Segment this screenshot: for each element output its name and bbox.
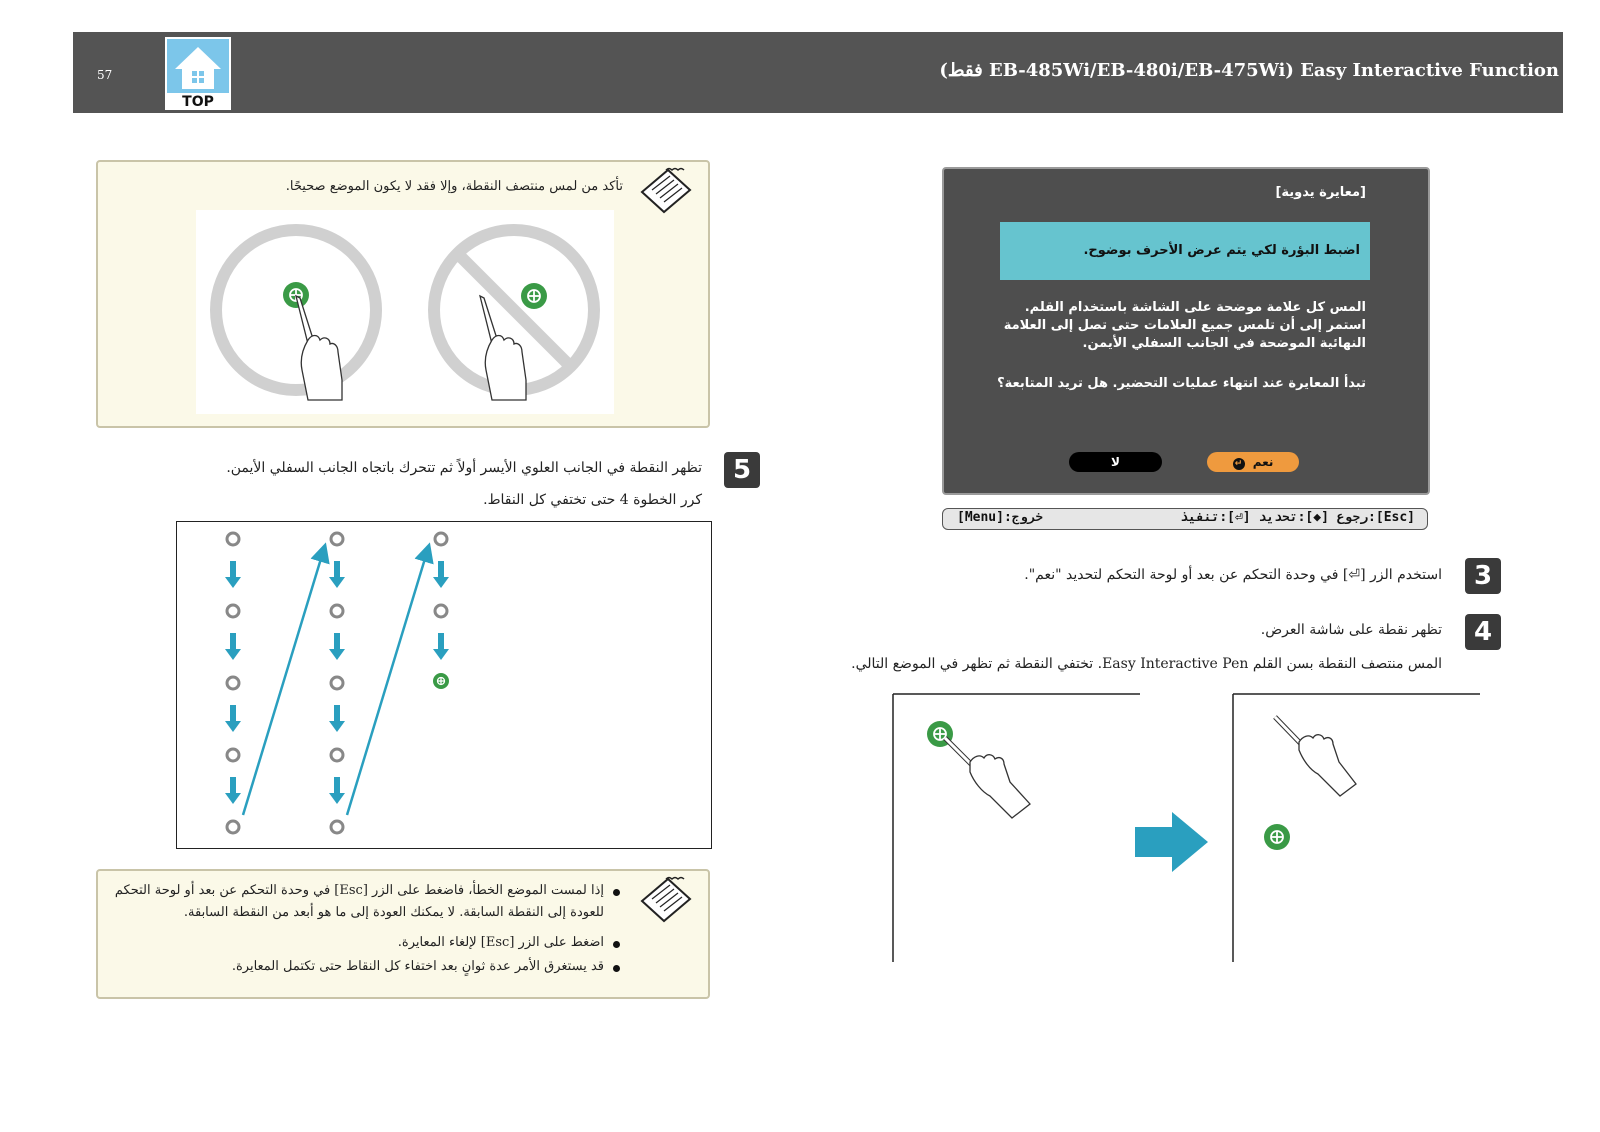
yes-button[interactable] xyxy=(1207,452,1299,472)
top-home-link[interactable] xyxy=(165,37,231,110)
dialog-body-line3: النهائية الموضحة في الجانب السفلي الأيمن. xyxy=(1082,336,1366,351)
dialog-title: [معايرة يدوية] xyxy=(1275,185,1366,200)
page-number: 57 xyxy=(97,68,113,82)
dialog-body-line2: استمر إلى أن تلمس جميع العلامات حتى تصل إلى العلامة xyxy=(1003,318,1366,333)
step-3-text: استخدم الزر [⏎] في وحدة التحكم عن بعد أو لوحة التحكم لتحديد "نعم". xyxy=(1024,567,1442,583)
step-5-subtext: كرر الخطوة 4 حتى تختفي كل النقاط. xyxy=(483,492,702,508)
step-4-subtext: المس منتصف النقطة بسن القلم Easy Interactive Pen. تختفي النقطة ثم تظهر في الموضع التالي. xyxy=(851,656,1442,672)
note-2-bullet-3: قد يستغرق الأمر عدة ثوانٍ بعد اختفاء كل النقاط حتى تكتمل المعايرة. xyxy=(231,959,604,974)
notepad-icon xyxy=(638,875,694,927)
dialog-question: تبدأ المعايرة عند انتهاء عمليات التحضير. هل تريد المتابعة؟ xyxy=(997,376,1366,391)
bullet-2 xyxy=(613,941,620,948)
notepad-icon xyxy=(638,166,694,218)
bullet-1 xyxy=(613,889,620,896)
point-column-3 xyxy=(433,533,449,689)
enter-icon: ↵ xyxy=(1233,458,1245,470)
note-2-bullet-2: اضغط على الزر [Esc] لإلغاء المعايرة. xyxy=(397,935,604,950)
arrow-right-icon xyxy=(1135,812,1208,872)
no-button[interactable]: لا xyxy=(1069,452,1162,472)
touch-sequence-illustration xyxy=(890,692,1490,964)
calibration-points-svg xyxy=(177,522,711,848)
step-5-number: 5 xyxy=(724,452,760,488)
note-2-bullet-1-line-2: للعودة إلى النقطة السابقة. لا يمكنك العودة إلى ما هو أبعد من النقطة السابقة. xyxy=(183,905,604,920)
logo-label: TOP xyxy=(182,94,214,110)
target-dot-icon xyxy=(1264,824,1290,850)
dialog-body-line1: المس كل علامة موضحة على الشاشة باستخدام القلم. xyxy=(1024,300,1366,315)
touch-accuracy-illustration xyxy=(196,210,614,414)
house-icon xyxy=(165,37,231,110)
active-point-icon xyxy=(433,673,449,689)
yes-label: نعم xyxy=(1252,455,1274,469)
page-title: Easy Interactive Function (EB-485Wi/EB-480i/EB-475Wi فقط) xyxy=(939,60,1559,81)
status-controls: [Esc]:رجوع [◆]:تحديد [⏎]:تنفيذ xyxy=(1180,510,1415,525)
calibration-points-diagram xyxy=(176,521,712,849)
step-4-number: 4 xyxy=(1465,614,1501,650)
note-2-bullet-1-line-1: إذا لمست الموضع الخطأ، فاضغط على الزر [Esc] في وحدة التحكم عن بعد أو لوحة التحكم xyxy=(114,883,604,898)
step-5-text: تظهر النقطة في الجانب العلوي الأيسر أولاً ثم تتحرك باتجاه الجانب السفلي الأيمن. xyxy=(226,460,702,476)
hand-pen-icon xyxy=(1275,717,1356,796)
step-3-number: 3 xyxy=(1465,558,1501,594)
status-menu-exit: [Menu]:خروج xyxy=(957,510,1044,525)
point-column-2 xyxy=(329,533,345,833)
note-1-text: تأكد من لمس منتصف النقطة، وإلا فقد لا يكون الموضع صحيحًا. xyxy=(285,179,623,194)
dialog-status-bar xyxy=(942,508,1428,530)
target-dot-icon xyxy=(283,282,309,308)
step-4-text: تظهر نقطة على شاشة العرض. xyxy=(1260,622,1442,638)
target-dot-icon xyxy=(521,283,547,309)
point-column-1 xyxy=(225,533,241,833)
dialog-highlight-text: اضبط البؤرة لكي يتم عرض الأحرف بوضوح. xyxy=(1083,243,1360,258)
hand-pen-icon xyxy=(945,738,1030,818)
bullet-3 xyxy=(613,965,620,972)
